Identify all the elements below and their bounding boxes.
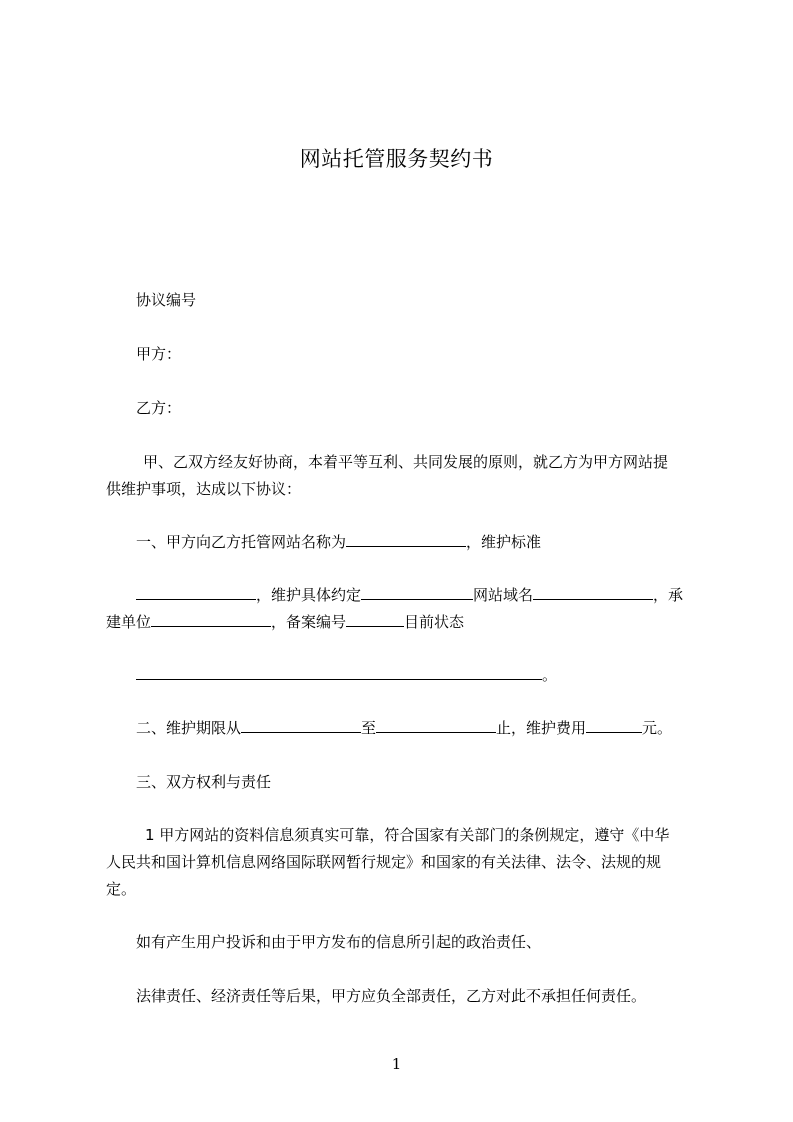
section-1-text: 目前状态 xyxy=(404,613,465,631)
section-2-line xyxy=(136,718,672,738)
section-1-text: 建单位 xyxy=(106,613,152,631)
section-1-text: 。 xyxy=(542,666,558,684)
document-title: 网站托管服务契约书 xyxy=(299,147,494,171)
current-status-blank xyxy=(136,665,542,680)
section-2-text: 元。 xyxy=(642,719,673,737)
agreement-number-label: 协议编号 xyxy=(136,291,197,309)
end-date-blank xyxy=(376,718,496,733)
clause-1-line-3: 定。 xyxy=(106,880,137,898)
section-1-text: 网站域名 xyxy=(473,586,534,604)
intro-line-2: 供维护事项，达成以下协议： xyxy=(106,480,302,498)
section-2-text: 止，维护费用 xyxy=(496,719,587,737)
section-1-line-4 xyxy=(136,665,557,685)
section-1-line-2 xyxy=(136,585,683,605)
section-2-text: 二、维护期限从 xyxy=(136,719,242,737)
filing-number-blank xyxy=(346,612,404,627)
domain-name-blank xyxy=(533,585,653,600)
fee-blank xyxy=(586,718,642,733)
maintenance-terms-blank xyxy=(361,585,473,600)
clause-1-line-2: 人民共和国计算机信息网络国际联网暂行规定》和国家的有关法律、法令、法规的规 xyxy=(106,853,662,871)
complaint-paragraph: 如有产生用户投诉和由于甲方发布的信息所引起的政治责任、 xyxy=(136,933,542,951)
section-1-text: ，备案编号 xyxy=(271,613,347,631)
section-1-text: ，维护标准 xyxy=(466,533,542,551)
section-1-text: ，承 xyxy=(653,586,684,604)
party-b-label: 乙方： xyxy=(136,399,182,417)
page-number: 1 xyxy=(391,1055,402,1073)
start-date-blank xyxy=(241,718,361,733)
party-a-label: 甲方： xyxy=(136,345,182,363)
section-1-line-3 xyxy=(106,612,464,632)
section-1-text: 一、甲方向乙方托管网站名称为 xyxy=(136,533,347,551)
liability-paragraph: 法律责任、经济责任等后果，甲方应负全部责任，乙方对此不承担任何责任。 xyxy=(136,987,647,1005)
section-3-heading: 三、双方权利与责任 xyxy=(136,773,272,791)
clause-1-line-1: 1 甲方网站的资料信息须真实可靠，符合国家有关部门的条例规定，遵守《中华 xyxy=(145,826,670,844)
website-name-blank xyxy=(346,532,466,547)
maintenance-standard-blank xyxy=(136,585,256,600)
section-1-text: ，维护具体约定 xyxy=(256,586,362,604)
builder-blank xyxy=(151,612,271,627)
intro-line-1: 甲、乙双方经友好协商，本着平等互利、共同发展的原则，就乙方为甲方网站提 xyxy=(143,453,669,471)
section-1-line-1 xyxy=(136,532,541,552)
section-2-text: 至 xyxy=(361,719,377,737)
